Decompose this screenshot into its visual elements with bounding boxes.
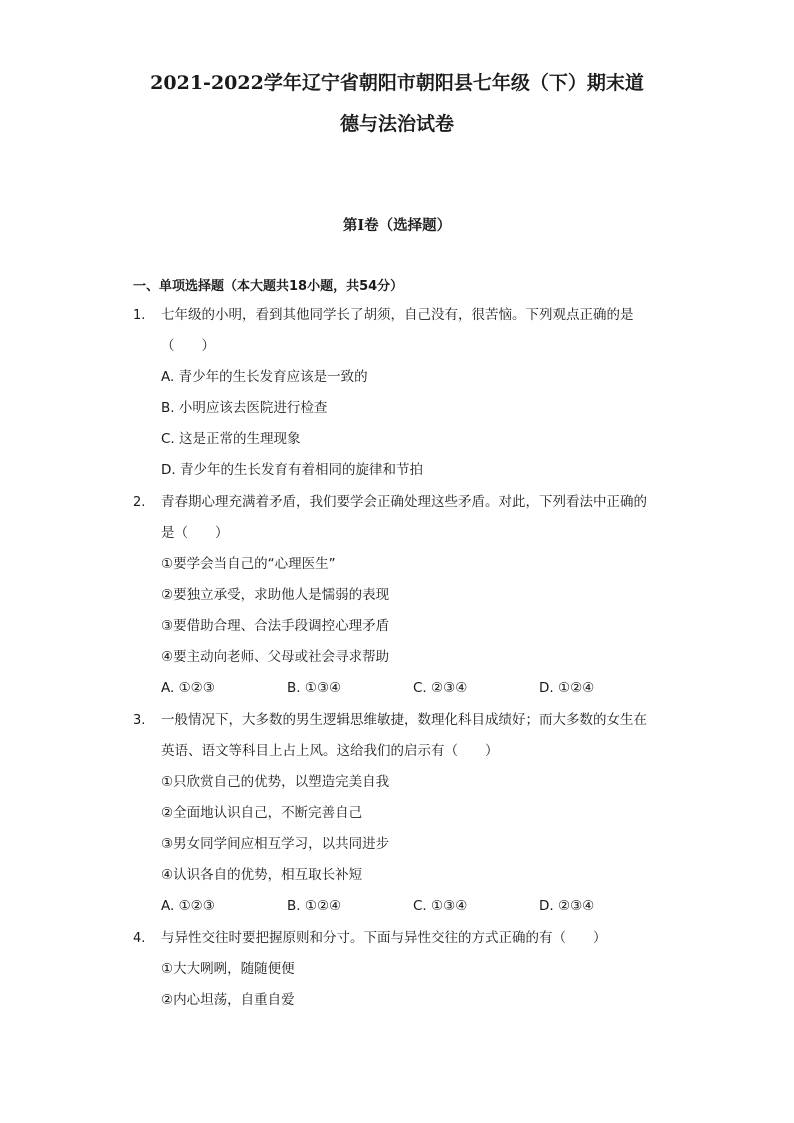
option-a: A. 青少年的生长发育应该是一致的 xyxy=(161,369,368,385)
statement: ②全面地认识自己，不断完善自己 xyxy=(161,805,363,821)
statement: ①大大咧咧，随随便便 xyxy=(161,961,295,977)
exam-title-line1: 2021-2022学年辽宁省朝阳市朝阳县七年级（下）期末道 xyxy=(150,72,644,94)
question-stem: 与异性交往时要把握原则和分寸。下面与异性交往的方式正确的有（ ） xyxy=(161,930,607,946)
choice-c: C. ②③④ xyxy=(413,680,468,696)
choice-b: B. ①③④ xyxy=(287,680,342,696)
question-stem: 英语、语文等科目上占上风。这给我们的启示有（ ） xyxy=(161,743,499,759)
question-stem: 一般情况下，大多数的男生逻辑思维敏捷，数理化科目成绩好；而大多数的女生在 xyxy=(161,712,647,728)
question-number: 4. xyxy=(133,931,146,946)
question-number: 2. xyxy=(133,495,146,510)
choice-d: D. ①②④ xyxy=(539,680,595,696)
option-b: B. 小明应该去医院进行检查 xyxy=(161,400,328,416)
choice-b: B. ①②④ xyxy=(287,898,342,914)
statement: ③要借助合理、合法手段调控心理矛盾 xyxy=(161,618,390,634)
statement: ①要学会当自己的“心理医生” xyxy=(161,556,336,572)
statement: ②内心坦荡，自重自爱 xyxy=(161,992,295,1008)
statement: ②要独立承受，求助他人是懦弱的表现 xyxy=(161,587,390,603)
choice-a: A. ①②③ xyxy=(161,680,215,696)
section-heading: 一、单项选择题（本大题共18小题，共54分） xyxy=(133,279,404,294)
statement: ④要主动向老师、父母或社会寻求帮助 xyxy=(161,649,390,665)
question-stem: （ ） xyxy=(161,338,215,354)
volume-heading: 第I卷（选择题） xyxy=(342,217,452,234)
choice-d: D. ②③④ xyxy=(539,898,595,914)
choice-c: C. ①③④ xyxy=(413,898,468,914)
option-d: D. 青少年的生长发育有着相同的旋律和节拍 xyxy=(161,462,423,478)
question-number: 1. xyxy=(133,308,146,323)
statement: ④认识各自的优势，相互取长补短 xyxy=(161,867,363,883)
question-number: 3. xyxy=(133,713,146,728)
question-stem: 七年级的小明，看到其他同学长了胡须，自己没有，很苦恼。下列观点正确的是 xyxy=(161,307,634,323)
option-c: C. 这是正常的生理现象 xyxy=(161,431,301,447)
statement: ③男女同学间应相互学习，以共同进步 xyxy=(161,836,390,852)
choice-a: A. ①②③ xyxy=(161,898,215,914)
exam-title-line2: 德与法治试卷 xyxy=(339,113,454,135)
statement: ①只欣赏自己的优势，以塑造完美自我 xyxy=(161,774,390,790)
question-stem: 是（ ） xyxy=(161,525,229,541)
question-stem: 青春期心理充满着矛盾，我们要学会正确处理这些矛盾。对此，下列看法中正确的 xyxy=(161,494,647,510)
